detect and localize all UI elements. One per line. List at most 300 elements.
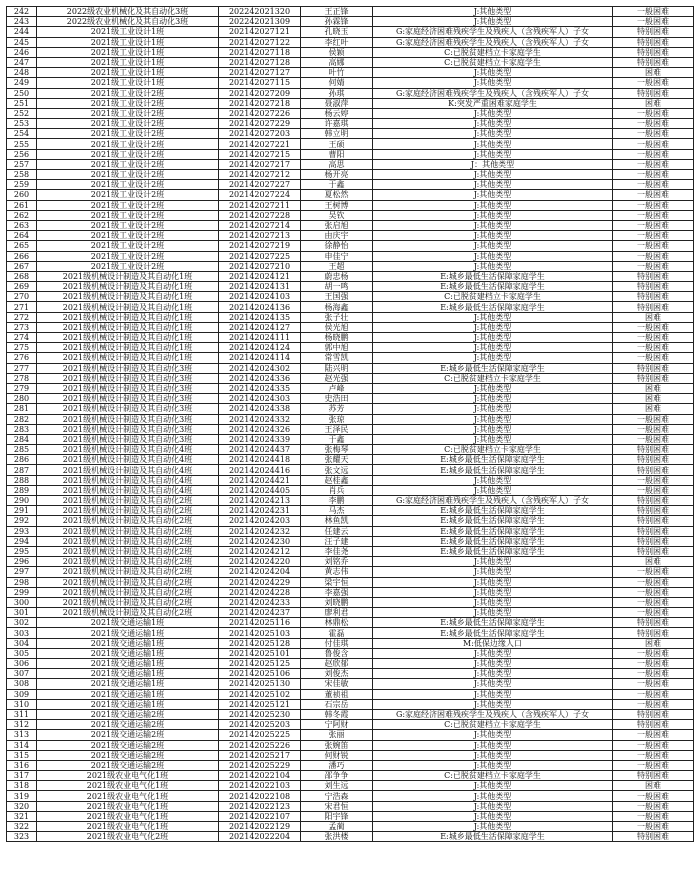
row-number-cell: 289 xyxy=(7,485,37,495)
difficulty-level-cell: 一般困难 xyxy=(613,485,694,495)
student-name-cell: 李佳尧 xyxy=(301,546,373,556)
table-row xyxy=(7,485,694,495)
student-name-cell: 杨晓鹏 xyxy=(301,333,373,343)
aid-category-cell: J：其他类型 xyxy=(373,159,613,169)
student-id-cell: 202142027229 xyxy=(219,119,301,129)
aid-category-cell: J:其他类型 xyxy=(373,659,613,669)
aid-category-cell: G:家庭经济困难残疾学生及残疾人（含残疾军人）子女 xyxy=(373,37,613,47)
class-name-cell: 2021级机械设计制造及其自动化1班 xyxy=(37,282,219,292)
student-name-cell: 黄志伟 xyxy=(301,567,373,577)
aid-category-cell: C:已脱贫建档立卡家庭学生 xyxy=(373,57,613,67)
student-id-cell: 202242021309 xyxy=(219,17,301,27)
table-row xyxy=(7,801,694,811)
row-number-cell: 305 xyxy=(7,648,37,658)
table-row xyxy=(7,119,694,129)
student-id-cell: 202142022104 xyxy=(219,771,301,781)
student-id-cell: 202142022129 xyxy=(219,822,301,832)
row-number-cell: 264 xyxy=(7,231,37,241)
difficulty-level-cell: 特别困难 xyxy=(613,496,694,506)
student-id-cell: 202142025217 xyxy=(219,750,301,760)
student-name-cell: 徐静怡 xyxy=(301,241,373,251)
difficulty-level-cell: 困难 xyxy=(613,383,694,393)
class-name-cell: 2021级工业设计1班 xyxy=(37,37,219,47)
student-name-cell: 梁宇恒 xyxy=(301,577,373,587)
aid-category-cell: C:已脱贫建档立卡家庭学生 xyxy=(373,720,613,730)
student-id-cell: 202142027226 xyxy=(219,108,301,118)
difficulty-level-cell: 一般困难 xyxy=(613,699,694,709)
table-row xyxy=(7,771,694,781)
class-name-cell: 2021级工业设计1班 xyxy=(37,47,219,57)
student-id-cell: 202142024237 xyxy=(219,608,301,618)
class-name-cell: 2021级工业设计2班 xyxy=(37,251,219,261)
student-id-cell: 202142022123 xyxy=(219,801,301,811)
row-number-cell: 257 xyxy=(7,159,37,169)
class-name-cell: 2021级工业设计1班 xyxy=(37,57,219,67)
student-id-cell: 202142025102 xyxy=(219,689,301,699)
aid-category-cell: J:其他类型 xyxy=(373,343,613,353)
student-id-cell: 202142024121 xyxy=(219,271,301,281)
row-number-cell: 297 xyxy=(7,567,37,577)
difficulty-level-cell: 一般困难 xyxy=(613,200,694,210)
table-row xyxy=(7,231,694,241)
difficulty-level-cell: 困难 xyxy=(613,98,694,108)
aid-category-cell: E:城乡最低生活保障家庭学生 xyxy=(373,506,613,516)
class-name-cell: 2021级工业设计2班 xyxy=(37,261,219,271)
difficulty-level-cell: 一般困难 xyxy=(613,801,694,811)
class-name-cell: 2021级工业设计1班 xyxy=(37,27,219,37)
student-name-cell: 汪子建 xyxy=(301,536,373,546)
student-id-cell: 202142024114 xyxy=(219,353,301,363)
class-name-cell: 2021级交通运输2班 xyxy=(37,730,219,740)
student-name-cell: 许嘉琪 xyxy=(301,119,373,129)
difficulty-level-cell: 特别困难 xyxy=(613,536,694,546)
row-number-cell: 252 xyxy=(7,108,37,118)
table-row xyxy=(7,322,694,332)
row-number-cell: 321 xyxy=(7,811,37,821)
difficulty-level-cell: 一般困难 xyxy=(613,119,694,129)
student-id-cell: 202142024212 xyxy=(219,546,301,556)
row-number-cell: 276 xyxy=(7,353,37,363)
row-number-cell: 278 xyxy=(7,373,37,383)
aid-category-cell: J:其他类型 xyxy=(373,679,613,689)
table-row xyxy=(7,628,694,638)
difficulty-level-cell: 特别困难 xyxy=(613,282,694,292)
row-number-cell: 272 xyxy=(7,312,37,322)
table-row xyxy=(7,760,694,770)
aid-category-cell: J:其他类型 xyxy=(373,139,613,149)
difficulty-level-cell: 特别困难 xyxy=(613,27,694,37)
row-number-cell: 295 xyxy=(7,546,37,556)
table-row xyxy=(7,720,694,730)
class-name-cell: 2022级农业机械化及其自动化3班 xyxy=(37,17,219,27)
aid-category-cell: C:已脱贫建档立卡家庭学生 xyxy=(373,373,613,383)
student-id-cell: 202142024131 xyxy=(219,282,301,292)
table-row xyxy=(7,210,694,220)
difficulty-level-cell: 一般困难 xyxy=(613,414,694,424)
row-number-cell: 254 xyxy=(7,129,37,139)
class-name-cell: 2021级机械设计制造及其自动化1班 xyxy=(37,302,219,312)
student-id-cell: 202142027217 xyxy=(219,159,301,169)
row-number-cell: 293 xyxy=(7,526,37,536)
difficulty-level-cell: 一般困难 xyxy=(613,648,694,658)
row-number-cell: 266 xyxy=(7,251,37,261)
class-name-cell: 2021级机械设计制造及其自动化1班 xyxy=(37,312,219,322)
row-number-cell: 256 xyxy=(7,149,37,159)
class-name-cell: 2021级机械设计制造及其自动化3班 xyxy=(37,414,219,424)
student-name-cell: 宋佳敏 xyxy=(301,679,373,689)
row-number-cell: 290 xyxy=(7,496,37,506)
row-number-cell: 306 xyxy=(7,659,37,669)
student-name-cell: 申佳宁 xyxy=(301,251,373,261)
aid-category-cell: J:其他类型 xyxy=(373,17,613,27)
table-row xyxy=(7,68,694,78)
row-number-cell: 286 xyxy=(7,455,37,465)
difficulty-level-cell: 一般困难 xyxy=(613,475,694,485)
difficulty-level-cell: 特别困难 xyxy=(613,57,694,67)
student-id-cell: 202142024421 xyxy=(219,475,301,485)
student-id-cell: 202142027224 xyxy=(219,190,301,200)
difficulty-level-cell: 特别困难 xyxy=(613,516,694,526)
table-row xyxy=(7,516,694,526)
table-row xyxy=(7,170,694,180)
table-row xyxy=(7,496,694,506)
row-number-cell: 265 xyxy=(7,241,37,251)
table-row xyxy=(7,526,694,536)
student-name-cell: 李嘉强 xyxy=(301,587,373,597)
row-number-cell: 271 xyxy=(7,302,37,312)
table-row xyxy=(7,7,694,17)
difficulty-level-cell: 一般困难 xyxy=(613,78,694,88)
student-id-cell: 202142024220 xyxy=(219,557,301,567)
student-name-cell: 韩立明 xyxy=(301,129,373,139)
table-row xyxy=(7,88,694,98)
student-id-cell: 202142025125 xyxy=(219,659,301,669)
class-name-cell: 2021级交通运输1班 xyxy=(37,689,219,699)
student-name-cell: 阳宇锋 xyxy=(301,811,373,821)
row-number-cell: 246 xyxy=(7,47,37,57)
aid-category-cell: E:城乡最低生活保障家庭学生 xyxy=(373,302,613,312)
student-name-cell: 林鼎松 xyxy=(301,618,373,628)
row-number-cell: 268 xyxy=(7,271,37,281)
class-name-cell: 2021级交通运输1班 xyxy=(37,659,219,669)
student-id-cell: 202142024302 xyxy=(219,363,301,373)
student-name-cell: 孟蔺 xyxy=(301,822,373,832)
aid-category-cell: J:其他类型 xyxy=(373,648,613,658)
row-number-cell: 317 xyxy=(7,771,37,781)
student-id-cell: 202142024103 xyxy=(219,292,301,302)
table-row xyxy=(7,781,694,791)
class-name-cell: 2021级交通运输1班 xyxy=(37,679,219,689)
student-id-cell: 202242021320 xyxy=(219,7,301,17)
aid-category-cell: E:城乡最低生活保障家庭学生 xyxy=(373,618,613,628)
difficulty-level-cell: 一般困难 xyxy=(613,333,694,343)
student-name-cell: 张耀天 xyxy=(301,455,373,465)
student-id-cell: 202142025103 xyxy=(219,628,301,638)
difficulty-level-cell: 一般困难 xyxy=(613,251,694,261)
class-name-cell: 2021级工业设计2班 xyxy=(37,139,219,149)
row-number-cell: 310 xyxy=(7,699,37,709)
aid-category-cell: J:其他类型 xyxy=(373,699,613,709)
student-name-cell: 王泽民 xyxy=(301,424,373,434)
difficulty-level-cell: 一般困难 xyxy=(613,159,694,169)
class-name-cell: 2021级机械设计制造及其自动化4班 xyxy=(37,465,219,475)
row-number-cell: 300 xyxy=(7,597,37,607)
class-name-cell: 2021级机械设计制造及其自动化2班 xyxy=(37,557,219,567)
class-name-cell: 2021级农业电气化1班 xyxy=(37,781,219,791)
row-number-cell: 277 xyxy=(7,363,37,373)
aid-category-cell: J:其他类型 xyxy=(373,485,613,495)
class-name-cell: 2021级机械设计制造及其自动化2班 xyxy=(37,516,219,526)
student-id-cell: 202142024233 xyxy=(219,597,301,607)
aid-category-cell: J:其他类型 xyxy=(373,251,613,261)
student-id-cell: 202142027115 xyxy=(219,78,301,88)
class-name-cell: 2021级工业设计2班 xyxy=(37,98,219,108)
student-name-cell: 高思 xyxy=(301,159,373,169)
table-row xyxy=(7,343,694,353)
student-name-cell: 邵争争 xyxy=(301,771,373,781)
class-name-cell: 2021级机械设计制造及其自动化2班 xyxy=(37,536,219,546)
aid-category-cell: J:其他类型 xyxy=(373,791,613,801)
row-number-cell: 275 xyxy=(7,343,37,353)
class-name-cell: 2021级农业电气化1班 xyxy=(37,791,219,801)
student-name-cell: 赵桂鑫 xyxy=(301,475,373,485)
difficulty-level-cell: 困难 xyxy=(613,312,694,322)
aid-category-cell: E:城乡最低生活保障家庭学生 xyxy=(373,455,613,465)
student-id-cell: 202142024111 xyxy=(219,333,301,343)
row-number-cell: 242 xyxy=(7,7,37,17)
aid-category-cell: J:其他类型 xyxy=(373,312,613,322)
table-row xyxy=(7,17,694,27)
aid-category-cell: E:城乡最低生活保障家庭学生 xyxy=(373,271,613,281)
table-row xyxy=(7,791,694,801)
row-number-cell: 259 xyxy=(7,180,37,190)
student-id-cell: 202142024136 xyxy=(219,302,301,312)
aid-category-cell: J:其他类型 xyxy=(373,210,613,220)
student-name-cell: 张丽 xyxy=(301,730,373,740)
row-number-cell: 288 xyxy=(7,475,37,485)
row-number-cell: 244 xyxy=(7,27,37,37)
difficulty-level-cell: 一般困难 xyxy=(613,659,694,669)
aid-category-cell: M:低保边缘人口 xyxy=(373,638,613,648)
student-name-cell: 鲁俊含 xyxy=(301,648,373,658)
difficulty-level-cell: 特别困难 xyxy=(613,292,694,302)
class-name-cell: 2021级农业电气化1班 xyxy=(37,771,219,781)
aid-category-cell: G:家庭经济困难残疾学生及残疾人（含残疾军人）子女 xyxy=(373,27,613,37)
table-row xyxy=(7,750,694,760)
table-row xyxy=(7,475,694,485)
difficulty-level-cell: 一般困难 xyxy=(613,567,694,577)
table-row xyxy=(7,190,694,200)
class-name-cell: 2021级交通运输2班 xyxy=(37,720,219,730)
class-name-cell: 2021级交通运输2班 xyxy=(37,760,219,770)
aid-category-cell: J:其他类型 xyxy=(373,760,613,770)
aid-category-cell: J:其他类型 xyxy=(373,200,613,210)
table-row xyxy=(7,832,694,842)
student-id-cell: 202142025226 xyxy=(219,740,301,750)
class-name-cell: 2021级工业设计2班 xyxy=(37,180,219,190)
table-row xyxy=(7,546,694,556)
row-number-cell: 312 xyxy=(7,720,37,730)
table-row xyxy=(7,709,694,719)
class-name-cell: 2021级机械设计制造及其自动化2班 xyxy=(37,587,219,597)
student-name-cell: 杨海鑫 xyxy=(301,302,373,312)
student-name-cell: 王国强 xyxy=(301,292,373,302)
table-row xyxy=(7,740,694,750)
class-name-cell: 2021级工业设计2班 xyxy=(37,119,219,129)
table-row xyxy=(7,597,694,607)
student-id-cell: 202142025230 xyxy=(219,709,301,719)
student-name-cell: 林鱼凯 xyxy=(301,516,373,526)
table-row xyxy=(7,241,694,251)
student-id-cell: 202142027211 xyxy=(219,200,301,210)
difficulty-level-cell: 一般困难 xyxy=(613,791,694,801)
table-row xyxy=(7,506,694,516)
aid-category-cell: C:已脱贫建档立卡家庭学生 xyxy=(373,771,613,781)
aid-category-cell: J:其他类型 xyxy=(373,322,613,332)
student-id-cell: 202142024228 xyxy=(219,587,301,597)
aid-category-cell: E:城乡最低生活保障家庭学生 xyxy=(373,546,613,556)
student-name-cell: 赵光强 xyxy=(301,373,373,383)
student-name-cell: 张梅琴 xyxy=(301,445,373,455)
student-id-cell: 202142024204 xyxy=(219,567,301,577)
student-id-cell: 202142024332 xyxy=(219,414,301,424)
aid-category-cell: E:城乡最低生活保障家庭学生 xyxy=(373,282,613,292)
row-number-cell: 308 xyxy=(7,679,37,689)
student-id-cell: 202142027228 xyxy=(219,210,301,220)
student-name-cell: 王硕 xyxy=(301,139,373,149)
student-name-cell: 李鹏 xyxy=(301,496,373,506)
student-name-cell: 胡一鸣 xyxy=(301,282,373,292)
difficulty-level-cell: 一般困难 xyxy=(613,343,694,353)
student-name-cell: 蔚忠杨 xyxy=(301,271,373,281)
table-row xyxy=(7,445,694,455)
aid-category-cell: J:其他类型 xyxy=(373,108,613,118)
student-id-cell: 202142025128 xyxy=(219,638,301,648)
row-number-cell: 304 xyxy=(7,638,37,648)
student-id-cell: 202142022107 xyxy=(219,811,301,821)
student-id-cell: 202142025203 xyxy=(219,720,301,730)
difficulty-level-cell: 特别困难 xyxy=(613,302,694,312)
student-name-cell: 杨开亮 xyxy=(301,170,373,180)
aid-category-cell: J:其他类型 xyxy=(373,394,613,404)
class-name-cell: 2021级机械设计制造及其自动化3班 xyxy=(37,404,219,414)
table-row xyxy=(7,699,694,709)
difficulty-level-cell: 一般困难 xyxy=(613,587,694,597)
difficulty-level-cell: 特别困难 xyxy=(613,47,694,57)
student-id-cell: 202142025121 xyxy=(219,699,301,709)
row-number-cell: 279 xyxy=(7,383,37,393)
aid-category-cell: J:其他类型 xyxy=(373,822,613,832)
student-name-cell: 吴钦 xyxy=(301,210,373,220)
student-name-cell: 侯颖 xyxy=(301,47,373,57)
student-name-cell: 刘俊杰 xyxy=(301,669,373,679)
row-number-cell: 280 xyxy=(7,394,37,404)
aid-category-cell: J:其他类型 xyxy=(373,180,613,190)
difficulty-level-cell: 特别困难 xyxy=(613,709,694,719)
student-name-cell: 杨云婷 xyxy=(301,108,373,118)
table-row xyxy=(7,536,694,546)
table-row xyxy=(7,434,694,444)
student-name-cell: 张琼 xyxy=(301,414,373,424)
aid-category-cell: J:其他类型 xyxy=(373,414,613,424)
aid-category-cell: E:城乡最低生活保障家庭学生 xyxy=(373,363,613,373)
difficulty-level-cell: 一般困难 xyxy=(613,149,694,159)
row-number-cell: 313 xyxy=(7,730,37,740)
student-id-cell: 202142024418 xyxy=(219,455,301,465)
table-row xyxy=(7,282,694,292)
aid-category-cell: J:其他类型 xyxy=(373,231,613,241)
student-name-cell: 宋君恒 xyxy=(301,801,373,811)
row-number-cell: 314 xyxy=(7,740,37,750)
student-name-cell: 于鑫 xyxy=(301,434,373,444)
class-name-cell: 2021级交通运输2班 xyxy=(37,709,219,719)
student-id-cell: 202142025130 xyxy=(219,679,301,689)
aid-category-cell: E:城乡最低生活保障家庭学生 xyxy=(373,536,613,546)
student-name-cell: 刘晓鹏 xyxy=(301,597,373,607)
row-number-cell: 315 xyxy=(7,750,37,760)
difficulty-level-cell: 特别困难 xyxy=(613,832,694,842)
row-number-cell: 284 xyxy=(7,434,37,444)
difficulty-level-cell: 困难 xyxy=(613,638,694,648)
student-name-cell: 何财锐 xyxy=(301,750,373,760)
table-row xyxy=(7,455,694,465)
difficulty-level-cell: 一般困难 xyxy=(613,17,694,27)
aid-category-cell: J:其他类型 xyxy=(373,353,613,363)
difficulty-level-cell: 一般困难 xyxy=(613,241,694,251)
difficulty-level-cell: 一般困难 xyxy=(613,231,694,241)
table-row xyxy=(7,333,694,343)
student-id-cell: 202142025225 xyxy=(219,730,301,740)
student-id-cell: 202142024336 xyxy=(219,373,301,383)
difficulty-level-cell: 特别困难 xyxy=(613,506,694,516)
class-name-cell: 2021级农业电气化1班 xyxy=(37,801,219,811)
table-row xyxy=(7,730,694,740)
aid-category-cell: J:其他类型 xyxy=(373,608,613,618)
table-row xyxy=(7,292,694,302)
class-name-cell: 2021级交通运输2班 xyxy=(37,750,219,760)
row-number-cell: 270 xyxy=(7,292,37,302)
table-row xyxy=(7,180,694,190)
difficulty-level-cell: 一般困难 xyxy=(613,811,694,821)
table-row xyxy=(7,139,694,149)
table-row xyxy=(7,822,694,832)
aid-category-cell: E:城乡最低生活保障家庭学生 xyxy=(373,516,613,526)
table-body xyxy=(7,7,694,842)
table-row xyxy=(7,312,694,322)
class-name-cell: 2021级机械设计制造及其自动化2班 xyxy=(37,496,219,506)
table-row xyxy=(7,353,694,363)
table-row xyxy=(7,373,694,383)
difficulty-level-cell: 特别困难 xyxy=(613,271,694,281)
student-name-cell: 郭中旭 xyxy=(301,343,373,353)
student-id-cell: 202142027209 xyxy=(219,88,301,98)
difficulty-level-cell: 一般困难 xyxy=(613,170,694,180)
aid-category-cell: C:已脱贫建档立卡家庭学生 xyxy=(373,292,613,302)
table-row xyxy=(7,149,694,159)
aid-category-cell: J:其他类型 xyxy=(373,587,613,597)
difficulty-level-cell: 困难 xyxy=(613,68,694,78)
class-name-cell: 2021级机械设计制造及其自动化4班 xyxy=(37,485,219,495)
row-number-cell: 253 xyxy=(7,119,37,129)
difficulty-level-cell: 特别困难 xyxy=(613,546,694,556)
class-name-cell: 2021级机械设计制造及其自动化2班 xyxy=(37,567,219,577)
student-id-cell: 202142024124 xyxy=(219,343,301,353)
aid-category-cell: G:家庭经济困难残疾学生及残疾人（含残疾军人）子女 xyxy=(373,496,613,506)
class-name-cell: 2021级机械设计制造及其自动化4班 xyxy=(37,475,219,485)
difficulty-level-cell: 一般困难 xyxy=(613,210,694,220)
difficulty-level-cell: 特别困难 xyxy=(613,771,694,781)
table-row xyxy=(7,37,694,47)
